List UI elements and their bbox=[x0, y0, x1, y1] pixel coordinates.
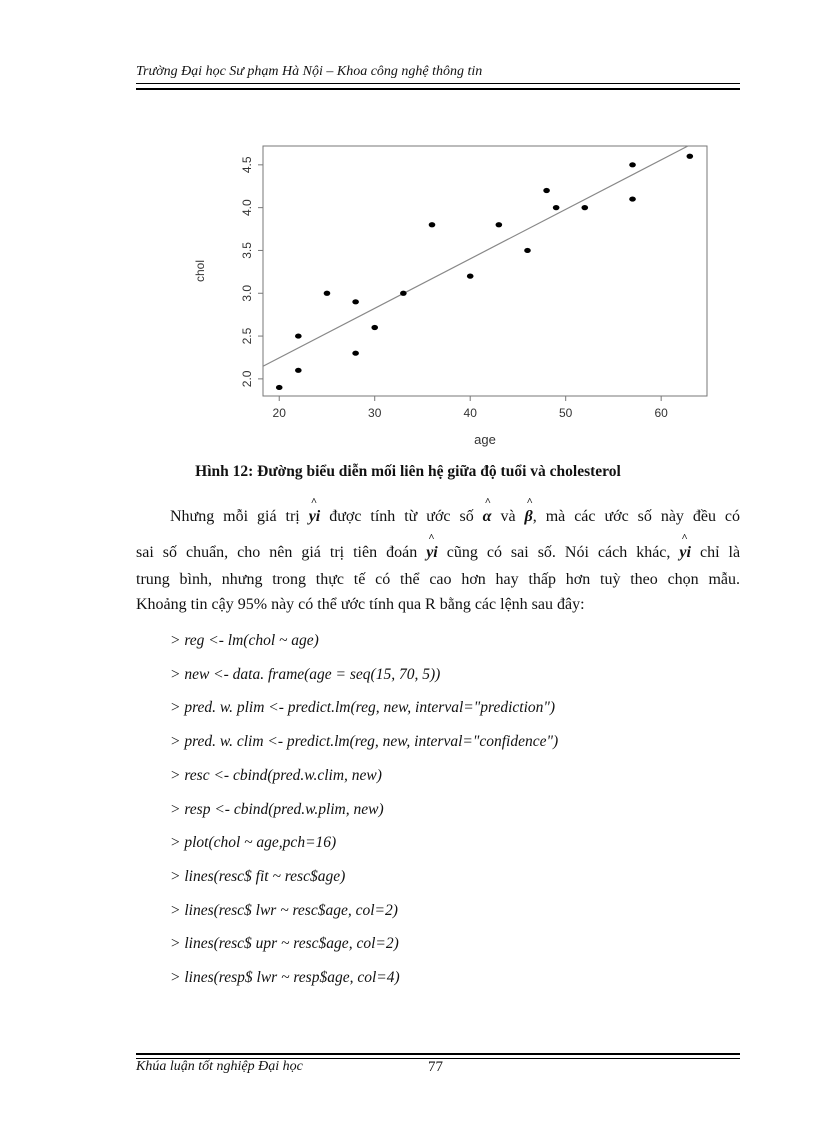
y-tick-label: 4.0 bbox=[240, 199, 254, 216]
plot-frame bbox=[263, 146, 707, 396]
text: cũng có sai số. Nói cách khác, bbox=[446, 544, 671, 561]
y-tick-label: 4.5 bbox=[240, 156, 254, 174]
y-tick-label: 3.5 bbox=[240, 242, 254, 259]
paragraph-line-1 bbox=[136, 508, 740, 526]
text: được tính từ ước số bbox=[329, 508, 474, 525]
y-hat-symbol: ^ yi bbox=[426, 544, 438, 562]
data-point bbox=[295, 333, 302, 338]
data-points bbox=[276, 154, 693, 390]
alpha-hat-symbol: ^ α bbox=[483, 508, 492, 526]
code-line: > plot(chol ~ age,pch=16) bbox=[170, 834, 337, 852]
code-line: > lines(resc$ upr ~ resc$age, col=2) bbox=[170, 935, 399, 953]
page-number: 77 bbox=[428, 1059, 443, 1075]
code-line: > pred. w. plim <- predict.lm(reg, new, interval="prediction") bbox=[170, 699, 556, 717]
data-point bbox=[553, 205, 560, 210]
x-tick-label: 40 bbox=[463, 406, 477, 420]
data-point bbox=[467, 274, 474, 279]
data-point bbox=[524, 248, 531, 253]
data-point bbox=[371, 325, 378, 330]
y-hat-symbol: ^ yi bbox=[679, 544, 691, 562]
code-line: > reg <- lm(chol ~ age) bbox=[170, 632, 319, 649]
data-point bbox=[543, 188, 550, 193]
page-header: Trường Đại học Sư phạm Hà Nội – Khoa công nghệ thông tin bbox=[136, 64, 483, 79]
code-line: > lines(resc$ fit ~ resc$age) bbox=[170, 867, 346, 885]
code-line: > lines(resc$ lwr ~ resc$age, col=2) bbox=[170, 901, 398, 919]
x-tick-label: 20 bbox=[272, 406, 286, 420]
data-point bbox=[276, 385, 283, 390]
text: sai số chuẩn, cho nên giá trị tiên đoán bbox=[136, 544, 418, 561]
data-point bbox=[400, 291, 407, 296]
data-point bbox=[295, 368, 302, 373]
y-axis bbox=[240, 156, 263, 387]
scatter-chart bbox=[180, 130, 720, 460]
x-tick-label: 30 bbox=[368, 406, 382, 420]
text: Nhưng mỗi giá trị bbox=[170, 508, 300, 525]
x-tick-label: 50 bbox=[559, 406, 573, 420]
data-point bbox=[496, 222, 503, 227]
data-point bbox=[629, 196, 636, 201]
page-footer: Khúa luận tốt nghiệp Đại học bbox=[136, 1059, 303, 1074]
y-tick-label: 2.5 bbox=[240, 327, 254, 345]
paragraph-line-2 bbox=[136, 544, 740, 562]
figure-caption: Hình 12: Đường biểu diễn mối liên hệ giữa độ tuổi và cholesterol bbox=[195, 463, 621, 480]
x-tick-label: 60 bbox=[654, 406, 668, 420]
x-axis bbox=[273, 396, 669, 420]
y-tick-label: 3.0 bbox=[240, 284, 254, 302]
y-hat-symbol: ^ yi bbox=[309, 508, 321, 526]
data-point bbox=[629, 162, 636, 167]
data-point bbox=[429, 222, 436, 227]
beta-hat-symbol: ^ β bbox=[525, 508, 533, 526]
code-line: > resc <- cbind(pred.w.clim, new) bbox=[170, 766, 382, 784]
code-line: > pred. w. clim <- predict.lm(reg, new, interval="confidence") bbox=[170, 733, 559, 751]
data-point bbox=[687, 154, 694, 159]
text: và bbox=[500, 508, 516, 525]
data-point bbox=[352, 299, 359, 304]
data-point bbox=[324, 291, 331, 296]
regression-line bbox=[263, 146, 688, 366]
paragraph-line-3: trung bình, nhưng trong thực tế có thể cao hơn hay thấp hơn tuỳ theo chọn mẫu. bbox=[136, 571, 740, 588]
header-rule bbox=[136, 83, 740, 90]
y-axis-label: chol bbox=[193, 259, 207, 283]
y-tick-label: 2.0 bbox=[240, 370, 254, 388]
text: , mà các ước số này đều có bbox=[532, 508, 741, 525]
code-line: > lines(resp$ lwr ~ resp$age, col=4) bbox=[170, 969, 400, 986]
code-line: > new <- data. frame(age = seq(15, 70, 5)) bbox=[170, 665, 441, 683]
data-point bbox=[352, 351, 359, 356]
text: chỉ là bbox=[699, 544, 741, 561]
x-axis-label: age bbox=[474, 432, 496, 447]
data-point bbox=[581, 205, 588, 210]
code-line: > resp <- cbind(pred.w.plim, new) bbox=[170, 800, 384, 818]
paragraph-line-4: Khoảng tin cậy 95% này có thể ước tính qua R bằng các lệnh sau đây: bbox=[136, 596, 585, 613]
